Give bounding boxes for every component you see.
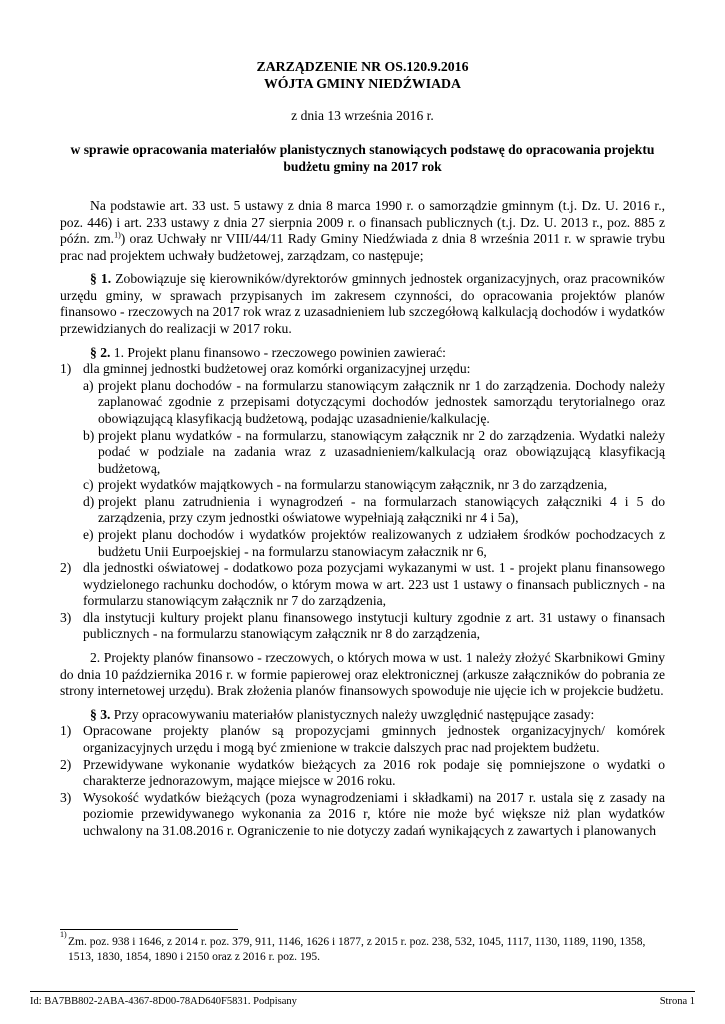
sub-list-item-text: projekt wydatków majątkowych - na formularzu stanowiącym załącznik, nr 3 do zarządzenia, <box>98 477 608 493</box>
sub-list-item-letter: e) <box>83 526 94 542</box>
sub-list-item-text: projekt planu dochodów - na formularzu stanowiącym załącznik nr 1 do zarządzenia. Dochody należy zaplanować zgodnie z przepisami dotyczącymi dochodów jednostek samorządu terytorialnego oraz obowiązującą klasyfikacją budżetową, podając uzasadnienie/kalkulację. <box>98 377 665 426</box>
paragraph-3 <box>60 707 665 724</box>
sub-list-item-letter: c) <box>83 477 94 493</box>
title-line-2: WÓJTA GMINY NIEDŹWIADA <box>263 76 461 91</box>
list-item-number: 2) <box>60 756 72 772</box>
preamble-part-b: ) oraz Uchwały nr VIII/44/11 Rady Gminy Niedźwiada z dnia 8 września 2011 r. w sprawie trybu prac nad projektem uchwały budżetowej, zarządzam, co następuje; <box>60 231 665 263</box>
list-item <box>60 723 665 756</box>
footnote-number: 1) <box>60 930 67 939</box>
sub-list-item-text: projekt planu dochodów i wydatków projektów realizowanych z udziałem środków pochodzacych z budżetu Unii Eurpoejskiej - na formularzu stanowiacym załacznik nr 6, <box>98 526 665 559</box>
list-item-number: 1) <box>60 361 72 377</box>
paragraph-1 <box>60 271 665 337</box>
preamble <box>60 198 665 264</box>
list-item-number: 2) <box>60 560 72 576</box>
footnote-text: Zm. poz. 938 i 1646, z 2014 r. poz. 379, 911, 1146, 1626 i 1877, z 2015 r. poz. 238, 532, 1045, 1117, 1130, 1189, 1190, 1358, 1513, 1830, 1854, 1890 i 2150 oraz z 2016 r. poz. 195. <box>68 936 646 963</box>
sub-list-item-letter: b) <box>83 427 95 443</box>
list-item-number: 1) <box>60 723 72 739</box>
document-body <box>60 198 665 839</box>
sub-list-item <box>60 428 665 478</box>
list-item <box>60 757 665 790</box>
page-number: Strona 1 <box>659 996 695 1007</box>
list-item-text: Przewidywane wykonanie wydatków bieżących za 2016 rok podaje się pomniejszone o wydatki o charakterze jednorazowym, mające miejsce w 2016 roku. <box>83 756 665 789</box>
sub-list-item <box>60 527 665 560</box>
document-title <box>0 58 725 92</box>
sub-list-item <box>60 477 665 494</box>
list-item <box>60 361 665 378</box>
list-item-number: 3) <box>60 789 72 805</box>
preamble-part-a: Na podstawie art. 33 ust. 5 ustawy z dnia 8 marca 1990 r. o samorządzie gminnym (t.j. Dz. U. 2016 r., poz. 446) i art. 233 ustawy z dnia 27 sierpnia 2009 r. o finansach publicznych (t.j. Dz. U. 2013 r., poz. 885 z późn. zm. <box>60 198 665 247</box>
paragraph-2-point-2: 2. Projekty planów finansowo - rzeczowych, o których mowa w ust. 1 należy złożyć Skarbnikowi Gminy do dnia 10 października 2016 r. w formie papierowej oraz elektronicznej (arkusze załączników do pobrania ze strony internetowej urzędu). Brak złożenia planów finansowych spowoduje nie ujęcie ich w projekcie budżetu. <box>60 650 665 699</box>
list-item-text: Wysokość wydatków bieżących (poza wynagrodzeniami i składkami) na 2017 r. ustala się z zasady na poziomie przewidywanego wykonania za 2016 r, które nie może być większe niż plan wydatków uchwalony na 31.08.2016 r. Ograniczenie to nie dotyczy zadań wynikających z zawartych i planowanych <box>83 789 665 838</box>
sub-list-item-text: projekt planu wydatków - na formularzu, stanowiącym załącznik nr 2 do zarządzenia. Wydatki należy podać w podziale na zadania wraz z uzasadnieniem/kalkulacją oraz obowiązującą klasyfikacją budżetową, <box>98 427 665 476</box>
paragraph-2-text: 1. Projekt planu finansowo - rzeczowego powinien zawierać: <box>110 344 446 360</box>
list-item <box>60 560 665 610</box>
list-item <box>60 790 665 840</box>
sub-list-item-text: projekt planu zatrudnienia i wynagrodzeń - na formularzach stanowiących załączniki 4 i 5 do zarządzenia, przy czym jednostki oświatowe wypełniają załączniki nr 4 i 5a), <box>98 493 665 526</box>
title-line-1: ZARZĄDZENIE NR OS.120.9.2016 <box>256 59 469 74</box>
footnote-ref: 1) <box>114 230 121 240</box>
footnote <box>60 930 665 965</box>
list-item-text: Opracowane projekty planów są propozycjami gminnych jednostek organizacyjnych/ komórek organizacyjnych urzędu i mogą być zmienione w trakcie dalszych prac nad projektem budżetu. <box>83 723 665 755</box>
paragraph-3-label: § 3. <box>90 706 111 722</box>
list-item-text: dla instytucji kultury projekt planu finansowego instytucji kultury zgodnie z art. 31 ustawy o finansach publicznych - na formularzu stanowiącym załącznik nr 8 do zarządzenia, <box>83 609 665 642</box>
document-subject <box>60 141 665 175</box>
footnote-separator <box>60 929 238 930</box>
paragraph-2 <box>60 345 665 362</box>
document-id: Id: BA7BB802-2ABA-4367-8D00-78AD640F5831. Podpisany <box>30 996 297 1007</box>
paragraph-3-text: Przy opracowywaniu materiałów planistycznych należy uwzględnić następujące zasady: <box>110 706 595 722</box>
subject-line-1: w sprawie opracowania materiałów planistycznych stanowiących podstawę do opracowania projektu <box>70 142 655 157</box>
sub-list-item <box>60 494 665 527</box>
paragraph-2-label: § 2. <box>90 344 111 360</box>
list-item-number: 3) <box>60 609 72 625</box>
list-item <box>60 610 665 643</box>
list-item-text: dla gminnej jednostki budżetowej oraz komórki organizacyjnej urzędu: <box>83 361 471 377</box>
sub-list-item-letter: d) <box>83 493 95 509</box>
sub-list-item <box>60 378 665 428</box>
document-date: z dnia 13 września 2016 r. <box>291 108 434 123</box>
list-item-text: dla jednostki oświatowej - dodatkowo poza pozycjami wykazanymi w ust. 1 - projekt planu finansowego wydzielonego rachunku dochodów, o którym mowa w art. 223 ust 1 ustawy o finansach publicznych - na formularzu stanowiącym załącznik nr 7 do zarządzenia, <box>83 560 665 609</box>
sub-list-item-letter: a) <box>83 377 94 393</box>
page-footer <box>30 991 695 1009</box>
subject-line-2: budżetu gminy na 2017 rok <box>283 159 442 174</box>
paragraph-1-text: Zobowiązuje się kierowników/dyrektorów gminnych jednostek organizacyjnych, oraz pracowników urzędu gminy, w sprawach przypisanych im zakresem czynności, do opracowania projektów planów finansowo - rzeczowych na 2017 rok wraz z uzasadnieniem lub szczegółową kalkulacją dochodów i wydatków przewidzianych do realizacji w 2017 roku. <box>60 271 665 337</box>
paragraph-1-label: § 1. <box>90 271 112 287</box>
